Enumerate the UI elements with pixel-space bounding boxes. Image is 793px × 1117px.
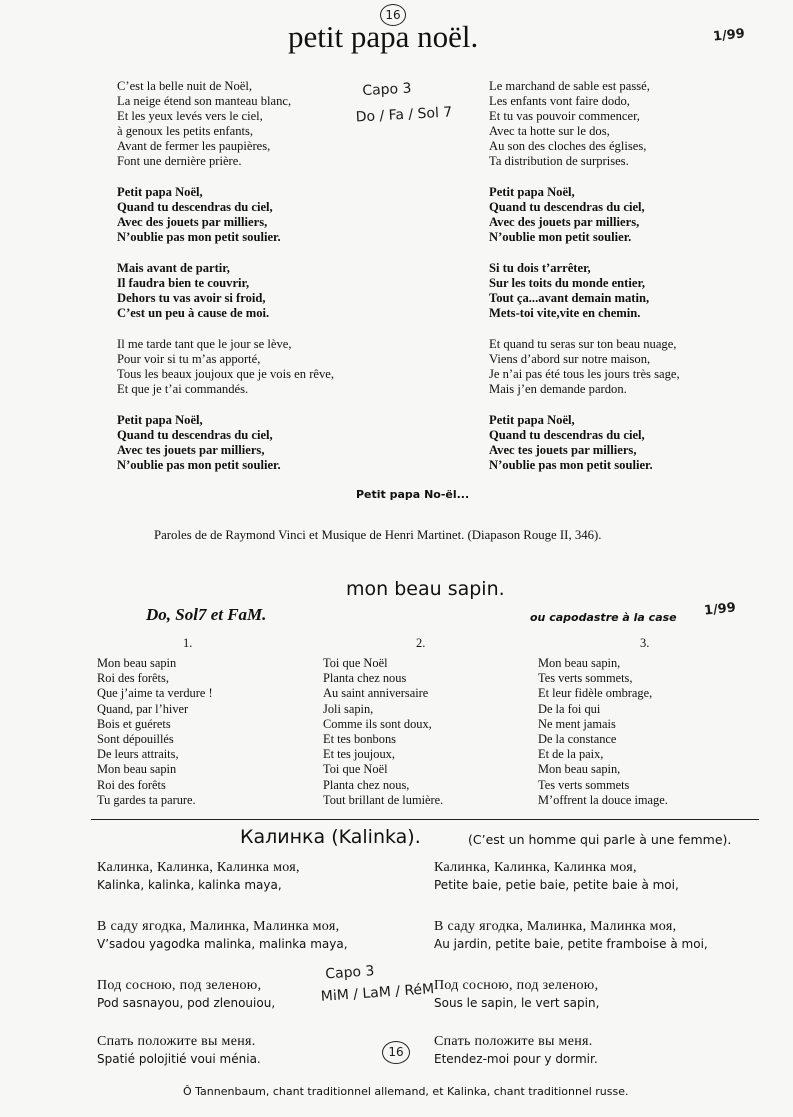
lyric-line: Bois et guérets [97,716,171,731]
lyric-line: Font une dernière prière. [117,154,242,168]
kalinka-couplet [434,1032,598,1068]
lyric-line: C’est un peu à cause de moi. [117,306,270,320]
lyric-line: Toi que Noël [323,762,388,777]
lyric-line: Et que je t’ai commandés. [117,382,249,396]
song1-left-column [117,79,334,489]
lyric-line: Petit papa Noël, [489,185,575,199]
section-divider [91,819,759,820]
lyric-line: Le marchand de sable est passé, [489,79,650,93]
russian-line: В саду ягодка, Малинка, Малинка моя, [97,919,340,934]
lyric-line: Comme ils sont doux, [323,716,432,731]
lyric-line: Joli sapin, [323,701,374,716]
kalinka-couplet [434,917,708,953]
lyric-line: Avec tes jouets par milliers, [117,443,265,457]
russian-line: Спать положите вы меня. [434,1034,593,1049]
lyric-line: Et tes joujoux, [323,747,395,762]
lyric-line: Sur les toits du monde entier, [489,276,646,290]
kalinka-couplet [434,976,599,1012]
song-title-mon-beau-sapin: mon beau sapin. [346,578,505,600]
stanza [117,261,334,321]
lyric-line: De leurs attraits, [97,747,179,762]
stanza [489,413,680,473]
russian-line: Под сосною, под зеленою, [434,978,599,993]
lyric-line: Petit papa Noël, [117,413,203,427]
lyric-line: M’offrent la douce image. [538,792,668,807]
lyric-line: Avec des jouets par milliers, [489,215,640,229]
lyric-line: Mon beau sapin [97,656,177,670]
lyric-line: Tous les beaux joujoux que je vois en rêve, [117,367,335,381]
kalinka-couplet [97,858,300,894]
lyric-line: Et tes bonbons [323,732,396,747]
verse-number: 3. [640,636,650,650]
kalinka-couplet [97,976,275,1012]
song1-right-column [489,79,680,489]
lyric-line: Pour voir si tu m’as apporté, [117,352,261,366]
stanza [117,337,334,397]
lyric-line: Tout brillant de lumière. [323,792,444,807]
lyric-line: Mon beau sapin, [538,656,621,670]
lyric-line: Avec ta hotte sur le dos, [489,124,610,138]
page-footer: Ô Tannenbaum, chant traditionnel allemand, et Kalinka, chant traditionnel russe. [183,1085,629,1098]
lyric-line: Tes verts sommets [538,777,630,792]
lyric-line: Les enfants vont faire dodo, [489,94,630,108]
lyric-line: Petit papa Noël, [117,185,203,199]
lyric-line: Quand, par l’hiver [97,701,189,716]
transliteration-line: Spatié polojitié voui ménia. [97,1052,261,1066]
chord-line: MiM / LaM / RéM [320,981,435,1005]
lyric-line: Ta distribution de surprises. [489,154,629,168]
lyric-line: Sont dépouillés [97,732,174,747]
lyric-line: De la foi qui [538,701,601,716]
lyric-line: Il me tarde tant que le jour se lève, [117,337,292,351]
lyric-line: N’oublie mon petit soulier. [489,230,632,244]
lyric-line: Tout ça...avant demain matin, [489,291,650,305]
lyric-line: Avec des jouets par milliers, [117,215,268,229]
song1-credits: Paroles de de Raymond Vinci et Musique de Henri Martinet. (Diapason Rouge II, 346). [154,528,602,542]
transliteration-line: Pod sasnayou, pod zlenouiou, [97,996,276,1010]
lyric-line: Dehors tu vas avoir si froid, [117,291,266,305]
translation-line: Au jardin, petite baie, petite framboise à moi, [434,937,708,951]
capo-line: Capo 3 [361,80,412,100]
lyric-line: Et de la paix, [538,747,604,762]
song3-subtitle: (C’est un homme qui parle à une femme). [468,832,732,847]
song2-capo-text: ou capodastre à la case [530,611,677,624]
stanza [117,79,334,169]
lyric-line: Mais j’en demande pardon. [489,382,627,396]
lyric-line: Si tu dois t’arrêter, [489,261,591,275]
lyric-line: Au saint anniversaire [323,686,429,701]
lyric-line: Tes verts sommets, [538,671,633,686]
verse-column [323,656,443,808]
lyric-line: N’oublie pas mon petit soulier. [117,230,281,244]
lyric-line: De la constance [538,732,617,747]
lyric-line: Mon beau sapin [97,762,177,777]
translation-line: Etendez-moi pour y dormir. [434,1052,598,1066]
lyric-line: Planta chez nous, [323,777,410,792]
lyric-line: C’est la belle nuit de Noël, [117,79,252,93]
lyric-line: Et les yeux levés vers le ciel, [117,109,263,123]
song-title-kalinka: Калинка (Kalinka). [240,826,421,848]
transliteration-line: Kalinka, kalinka, kalinka maya, [97,878,282,892]
kalinka-couplet [434,858,679,894]
translation-line: Petite baie, petie baie, petite baie à moi, [434,878,679,892]
lyric-line: Viens d’abord sur notre maison, [489,352,651,366]
lyric-line: Que j’aime ta verdure ! [97,686,213,701]
stanza [117,413,334,473]
lyric-line: Avec tes jouets par milliers, [489,443,637,457]
russian-line: В саду ягодка, Малинка, Малинка моя, [434,919,677,934]
lyric-line: N’oublie pas mon petit soulier. [117,458,281,472]
song1-ending: Petit papa No-ël... [356,488,470,501]
lyric-line: Et tu vas pouvoir commencer, [489,109,640,123]
lyric-line: Roi des forêts [97,777,166,792]
lyric-line: Je n’ai pas été tous les jours très sage, [489,367,680,381]
lyric-line: Tu gardes ta parure. [97,792,196,807]
lyric-line: Au son des cloches des églises, [489,139,647,153]
page-number-top: 16 [380,4,406,26]
lyric-line: La neige étend son manteau blanc, [117,94,292,108]
capo-line: Capo 3 [324,963,375,983]
stanza [117,185,334,245]
stanza [489,79,680,169]
lyric-line: Quand tu descendras du ciel, [117,428,273,442]
lyric-line: Et quand tu seras sur ton beau nuage, [489,337,677,351]
verse-number: 2. [416,636,426,650]
verse-column [538,656,668,808]
lyric-line: Quand tu descendras du ciel, [489,200,645,214]
lyric-line: Avant de fermer les paupières, [117,139,271,153]
lyric-line: Quand tu descendras du ciel, [489,428,645,442]
chord-line: Do / Fa / Sol 7 [355,104,453,126]
lyric-line: Planta chez nous [323,671,407,686]
verse-number: 1. [183,636,193,650]
capo-note-song1 [354,74,453,131]
kalinka-couplet [97,1032,261,1068]
transliteration-line: V’sadou yagodka malinka, malinka maya, [97,937,348,951]
russian-line: Спать положите вы меня. [97,1034,256,1049]
lyric-line: Ne ment jamais [538,716,616,731]
song2-chords: Do, Sol7 et FaM. [146,605,267,624]
stanza [489,337,680,397]
lyric-line: Petit papa Noël, [489,413,575,427]
lyric-line: Mets-toi vite,vite en chemin. [489,306,641,320]
lyric-line: Il faudra bien te couvrir, [117,276,250,290]
lyric-line: N’oublie pas mon petit soulier. [489,458,653,472]
capo-note-song3 [319,956,435,1008]
stanza [489,185,680,245]
lyric-line: Toi que Noël [323,656,388,670]
lyric-line: Et leur fidèle ombrage, [538,686,653,701]
lyric-line: Quand tu descendras du ciel, [117,200,273,214]
reference-note-song2: 1/99 [703,600,737,619]
kalinka-couplet [97,917,348,953]
lyric-line: Roi des forêts, [97,671,169,686]
reference-note-top: 1/99 [712,26,746,45]
stanza [489,261,680,321]
russian-line: Калинка, Калинка, Калинка моя, [97,860,300,875]
translation-line: Sous le sapin, le vert sapin, [434,996,600,1010]
lyric-line: à genoux les petits enfants, [117,124,254,138]
russian-line: Под сосною, под зеленою, [97,978,262,993]
lyric-line: Mon beau sapin, [538,762,621,777]
song-title-petit-papa-noel: petit papa noël. [288,19,479,54]
russian-line: Калинка, Калинка, Калинка моя, [434,860,637,875]
page-number-bottom: 16 [382,1041,410,1064]
verse-column [97,656,213,808]
lyric-line: Mais avant de partir, [117,261,230,275]
